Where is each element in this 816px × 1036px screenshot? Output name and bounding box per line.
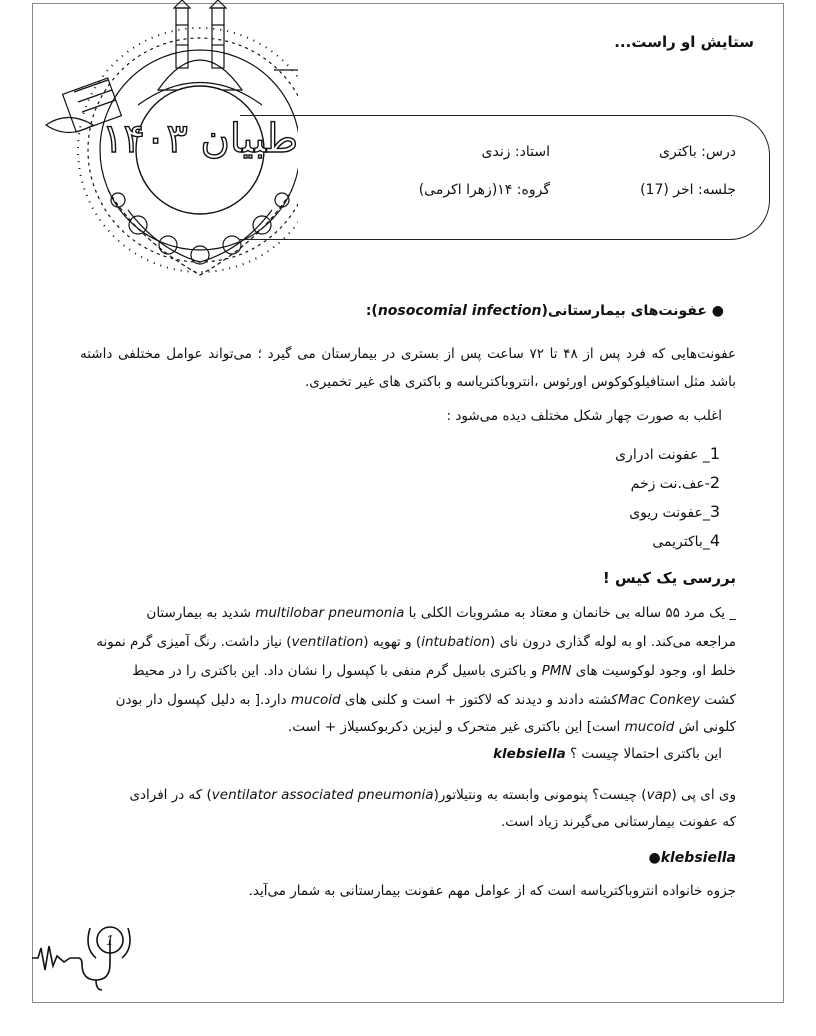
bullet-icon: ●	[648, 850, 661, 866]
bullet-icon: ●	[706, 303, 724, 319]
case-line: خلط او، وجود لوکوسیت های PMN و باکتری باسیل گرم منفی با کپسول را نشان داد. این باکتری را در محیط	[132, 663, 736, 679]
course-label: درس: باکتری	[659, 144, 736, 160]
course-info-box	[240, 115, 770, 240]
stethoscope-icon	[30, 918, 140, 1002]
paragraph-definition: عفونت‌هایی که فرد پس از ۴۸ تا ۷۲ ساعت پس از بستری در بیمارستان می گیرد ؛ می‌تواند عوامل مختلفی داشته باشد مثل استافیلوکوکوس اورئوس ،انتروباکتریاسه و باکتری های غیر تخمیری.	[80, 346, 737, 390]
list-item: 1_ عفونت ادراری	[615, 444, 720, 463]
logo-text: طبیان ۱۴۰۳	[101, 116, 298, 162]
group-label: گروه: ۱۴(زهرا اکرمی)	[418, 182, 550, 198]
list-item: 2-عف.نت زخم	[630, 473, 720, 492]
section-title-nosocomial: ● عفونت‌های بیمارستانی(nosocomial infection):	[365, 303, 724, 319]
vap-line: که عفونت بیمارستانی می‌گیرند زیاد است.	[500, 814, 736, 830]
section-title-case: بررسی یک کیس !	[602, 569, 736, 587]
vap-line: وی ای پی (vap) چیست؟ پنومونی وابسته به ونتیلاتور(ventilator associated pneumonia) که در افرادی	[129, 787, 736, 803]
case-line: کلونی اش mucoid است] این باکتری غیر متحرک و لیزین دکربوکسیلاز + است.	[287, 719, 736, 735]
list-item: 4_باکتریمی	[652, 531, 720, 550]
paragraph-forms: اغلب به صورت چهار شکل مختلف دیده می‌شود :	[446, 408, 722, 424]
section-title-klebsiella: klebsiella●	[648, 850, 736, 866]
case-question: این باکتری احتمالا چیست ؟ klebsiella	[493, 746, 722, 762]
klebsiella-description: جزوه خانواده انتروباکتریاسه است که از عوامل مهم عفونت بیمارستانی به شمار می‌آید.	[248, 883, 736, 899]
case-line: _ یک مرد ۵۵ ساله بی خانمان و معتاد به مشروبات الکلی با multilobar pneumonia شدید به بیمارستان	[146, 605, 736, 621]
case-line: کشت Mac Conkeyکشته دادند و دیدند که لاکتوز + است و کلنی های mucoid دارد.[ به دلیل کپسول دار بودن	[115, 692, 736, 708]
professor-label: استاد: زندی	[481, 144, 550, 160]
case-line: مراجعه می‌کند. او به لوله گذاری درون نای (intubation) و تهویه (ventilation) نیاز داشت. رنگ آمیزی گرم نمونه	[96, 634, 736, 650]
page-number: 1	[105, 934, 115, 949]
list-item: 3_عفونت ریوی	[629, 502, 720, 521]
blessing-text: ستایش او راست...	[614, 33, 754, 51]
session-label: جلسه: اخر (17)	[640, 182, 736, 198]
